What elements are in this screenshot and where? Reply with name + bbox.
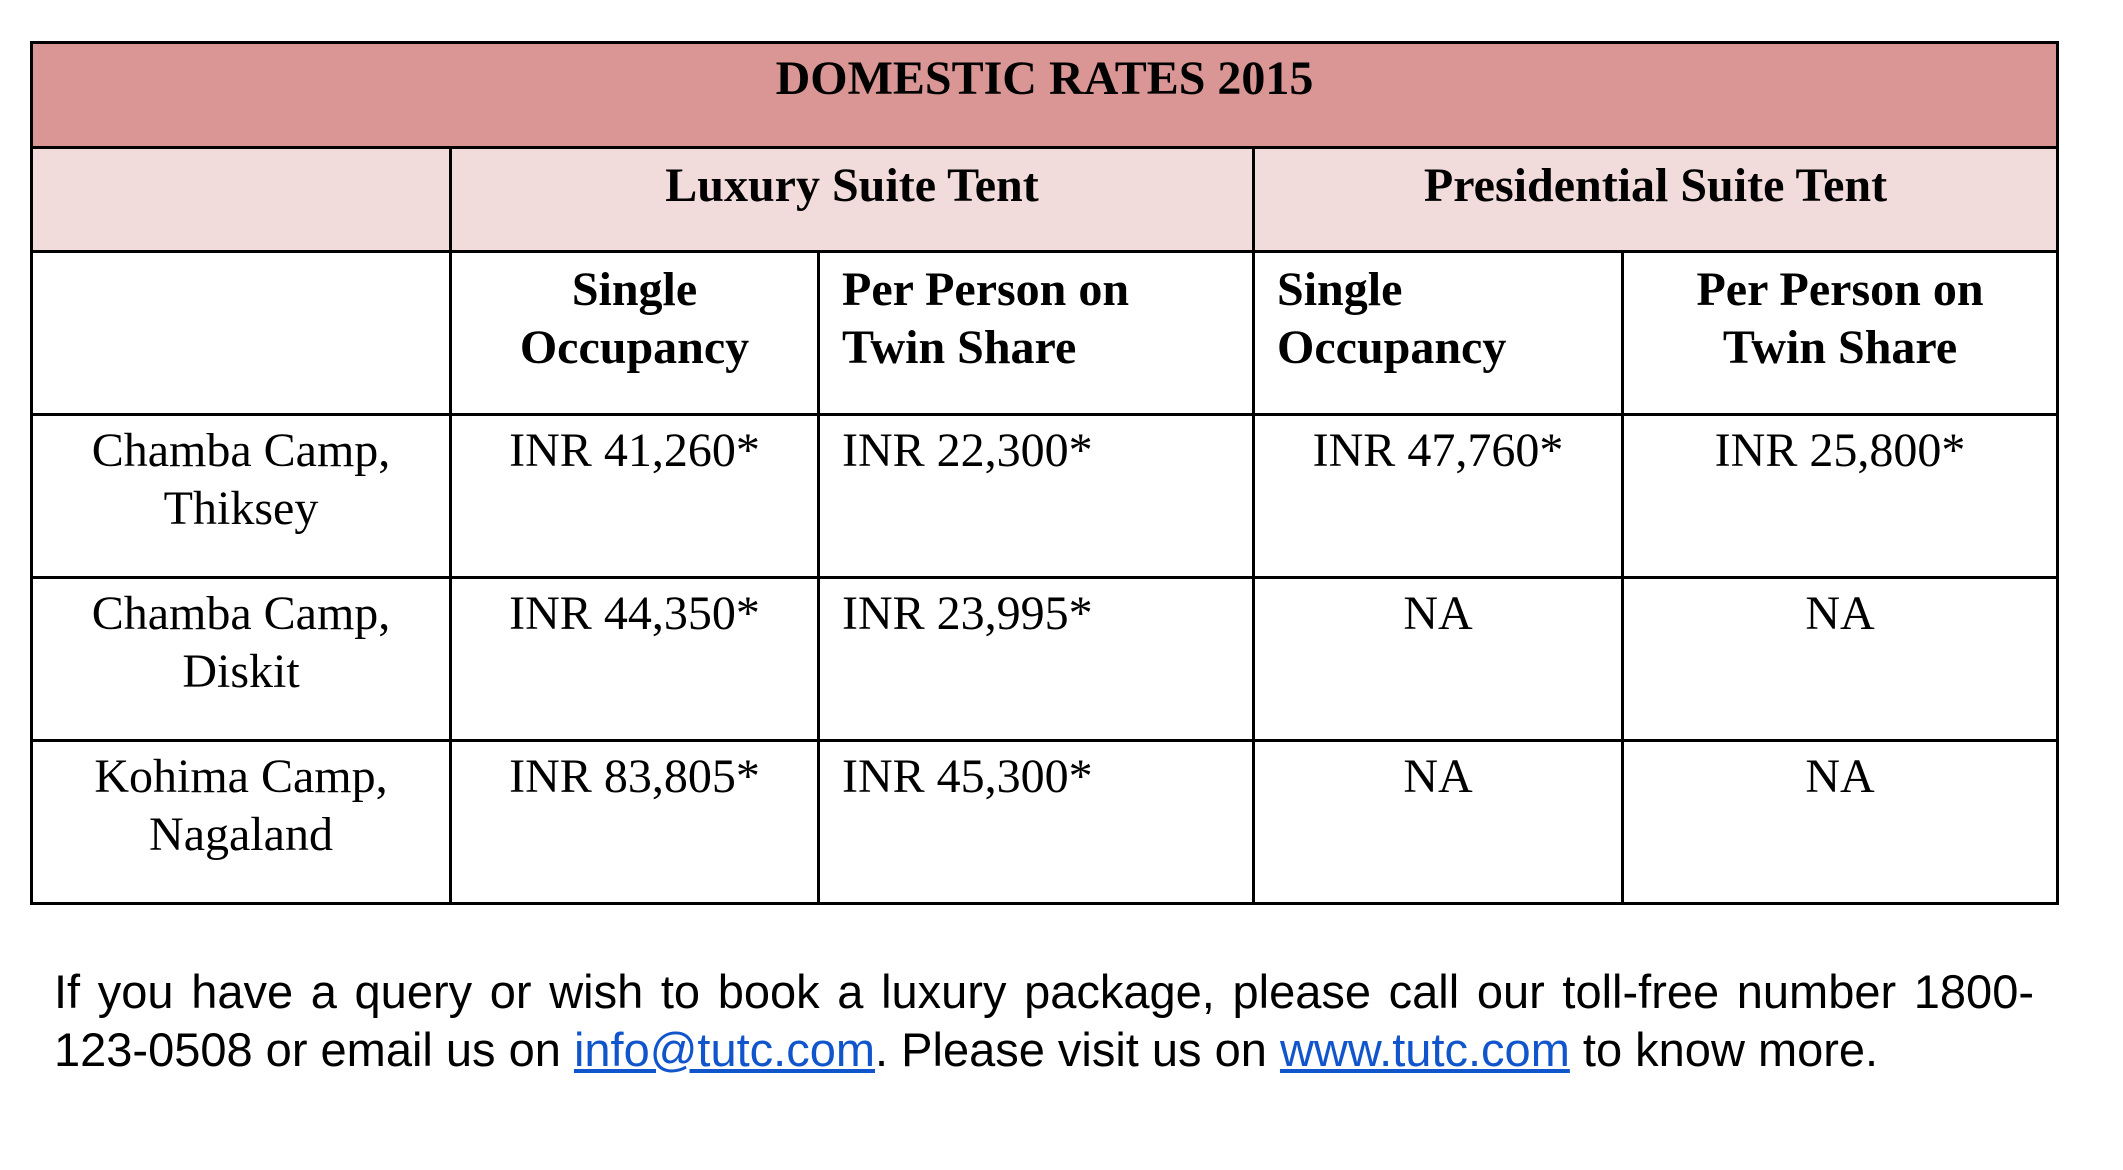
camp-name-cell: [32, 415, 451, 578]
group-header-empty: [32, 148, 451, 252]
subheader-line: Occupancy: [1277, 321, 1507, 374]
subheader-presidential-twin: [1623, 252, 2058, 415]
camp-name-line: Thiksey: [163, 482, 319, 535]
rate-cell: INR 44,350*: [451, 578, 819, 741]
rate-cell: NA: [1254, 741, 1623, 904]
rate-cell: INR 41,260*: [451, 415, 819, 578]
rate-cell: INR 45,300*: [819, 741, 1254, 904]
rate-cell: INR 25,800*: [1623, 415, 2058, 578]
camp-name-line: Chamba Camp,: [91, 587, 391, 640]
rate-cell: INR 47,760*: [1254, 415, 1623, 578]
footer-text: . Please visit us on: [875, 1023, 1280, 1076]
table-title: DOMESTIC RATES 2015: [32, 43, 2058, 148]
footer-paragraph: [54, 963, 2034, 1079]
rate-cell: INR 23,995*: [819, 578, 1254, 741]
subheader-luxury-single: [451, 252, 819, 415]
camp-name-line: Kohima Camp,: [94, 750, 388, 803]
subheader-row: [32, 252, 2058, 415]
subheader-line: Per Person on: [842, 263, 1130, 316]
subheader-line: Per Person on: [1696, 263, 1984, 316]
subheader-luxury-twin: [819, 252, 1254, 415]
rate-cell: NA: [1623, 578, 2058, 741]
camp-name-cell: [32, 741, 451, 904]
subheader-line: Single: [571, 263, 698, 316]
camp-name-line: Nagaland: [149, 808, 333, 861]
title-row: [32, 43, 2058, 148]
group-header-luxury: Luxury Suite Tent: [451, 148, 1254, 252]
footer-text: If you have a query or wish to book a luxury package, please call our toll-free number 1800-123-0508 or email us on: [54, 965, 2034, 1076]
group-header-presidential: Presidential Suite Tent: [1254, 148, 2058, 252]
rate-cell: INR 83,805*: [451, 741, 819, 904]
table-row: [32, 415, 2058, 578]
subheader-presidential-single: [1254, 252, 1623, 415]
subheader-empty: [32, 252, 451, 415]
camp-name-cell: [32, 578, 451, 741]
camp-name-line: Diskit: [182, 645, 300, 698]
group-header-row: [32, 148, 2058, 252]
footer-text: to know more.: [1569, 1023, 1879, 1076]
rates-table: [30, 41, 2059, 905]
subheader-line: Single: [1277, 263, 1403, 316]
subheader-line: Twin Share: [1722, 321, 1958, 374]
table-row: [32, 578, 2058, 741]
rate-cell: INR 22,300*: [819, 415, 1254, 578]
email-link[interactable]: info@tutc.com: [573, 1023, 876, 1076]
table-row: [32, 741, 2058, 904]
rate-cell: NA: [1623, 741, 2058, 904]
subheader-line: Twin Share: [842, 321, 1077, 374]
website-link[interactable]: www.tutc.com: [1279, 1023, 1570, 1076]
camp-name-line: Chamba Camp,: [91, 424, 391, 477]
subheader-line: Occupancy: [519, 321, 750, 374]
rate-cell: NA: [1254, 578, 1623, 741]
